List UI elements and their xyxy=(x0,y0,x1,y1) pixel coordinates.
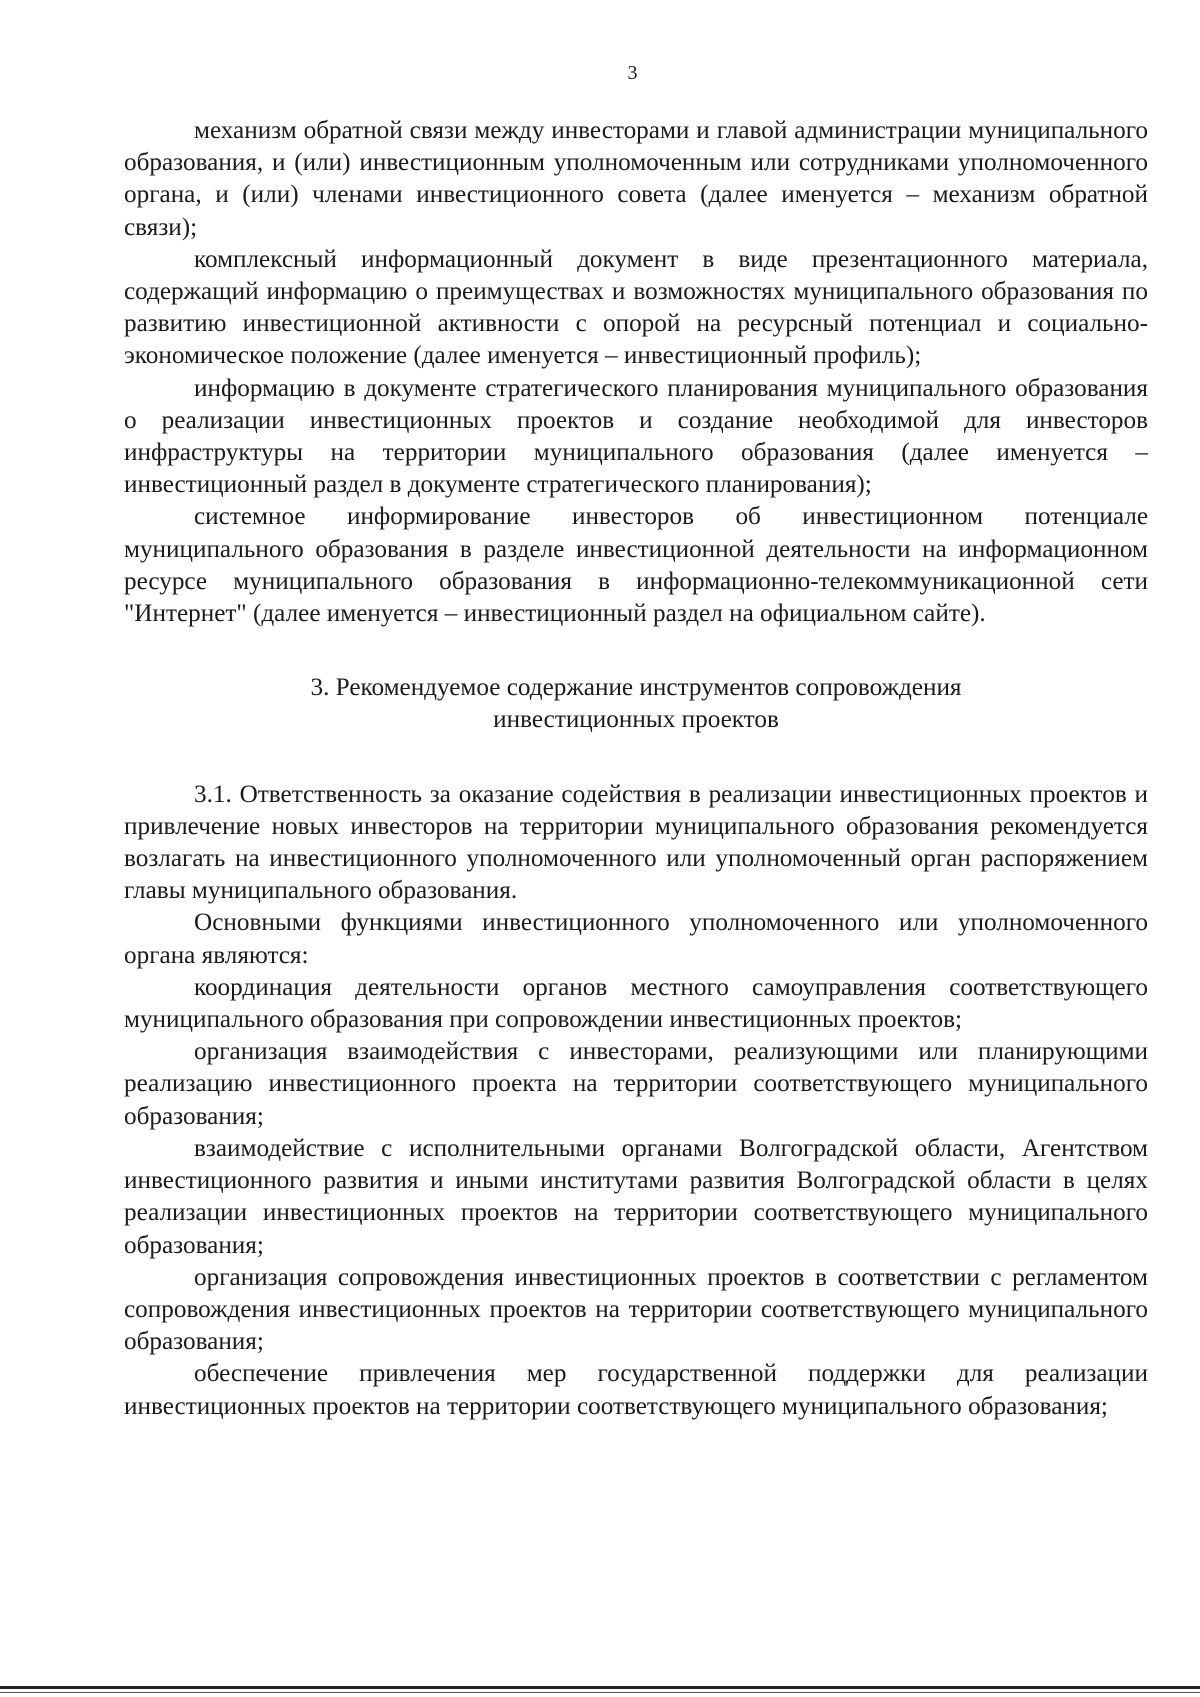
section-heading-line-1: 3. Рекомендуемое содержание инструментов сопровождения xyxy=(310,674,962,702)
list-item-investor-interaction: организация взаимодействия с инвесторами, реализующими или планирующими реализацию инвестиционного проекта на территории соответствующего муниципального образования; xyxy=(124,1038,1148,1130)
section-heading-line-2: инвестиционных проектов xyxy=(493,706,779,734)
page-bottom-border-thin xyxy=(0,1692,1200,1693)
page-bottom-border xyxy=(0,1686,1200,1689)
paragraph-main-functions: Основными функциями инвестиционного уполномоченного или уполномоченного органа являются: xyxy=(124,909,1148,969)
document-body xyxy=(124,115,1148,1423)
paragraph-strategic-planning-section: информацию в документе стратегического планирования муниципального образования о реализации инвестиционных проектов и создание необходимой для инвесторов инфраструктуры на территории муниципального образования (далее именуется – инвестиционный раздел в документе стратегического планирования); xyxy=(124,374,1148,499)
paragraph-official-site-section: системное информирование инвесторов об инвестиционном потенциале муниципального образования в разделе инвестиционной деятельности на информационном ресурсе муниципального образования в информационно-телекоммуникационной сети "Интернет" (далее именуется – инвестиционный раздел на официальном сайте). xyxy=(124,503,1148,628)
paragraph-feedback-mechanism: механизм обратной связи между инвесторами и главой администрации муниципального образования, и (или) инвестиционным уполномоченным или сотрудниками уполномоченного органа, и (или) членами инвестиционного совета (далее именуется – механизм обратной связи); xyxy=(124,117,1148,241)
list-item-project-support: организация сопровождения инвестиционных проектов в соответствии с регламентом сопровождения инвестиционных проектов на территории соответствующего муниципального образования; xyxy=(124,1263,1148,1356)
list-item-state-support: обеспечение привлечения мер государственной поддержки для реализации инвестиционных проектов на территории соответствующего муниципального образования; xyxy=(124,1360,1148,1420)
list-item-executive-bodies-interaction: взаимодействие с исполнительными органами Волгоградской области, Агентством инвестиционного развития и иными институтами развития Волгоградской области в целях реализации инвестиционных проектов на территории соответствующего муниципального образования; xyxy=(124,1134,1148,1259)
list-item-coordination: координация деятельности органов местного самоуправления соответствующего муниципального образования при сопровождении инвестиционных проектов; xyxy=(124,973,1148,1034)
section-heading xyxy=(124,672,1148,736)
page-number: 3 xyxy=(627,62,638,84)
paragraph-investment-profile: комплексный информационный документ в виде презентационного материала, содержащий информацию о преимуществах и возможностях муниципального образования по развитию инвестиционной активности с опорой на ресурсный потенциал и социально-экономическое положение (далее именуется – инвестиционный профиль); xyxy=(124,245,1148,370)
paragraph-responsibility: 3.1. Ответственность за оказание содействия в реализации инвестиционных проектов и привлечение новых инвесторов на территории муниципального образования рекомендуется возлагать на инвестиционного уполномоченного или уполномоченный орган распоряжением главы муниципального образования. xyxy=(124,780,1148,905)
